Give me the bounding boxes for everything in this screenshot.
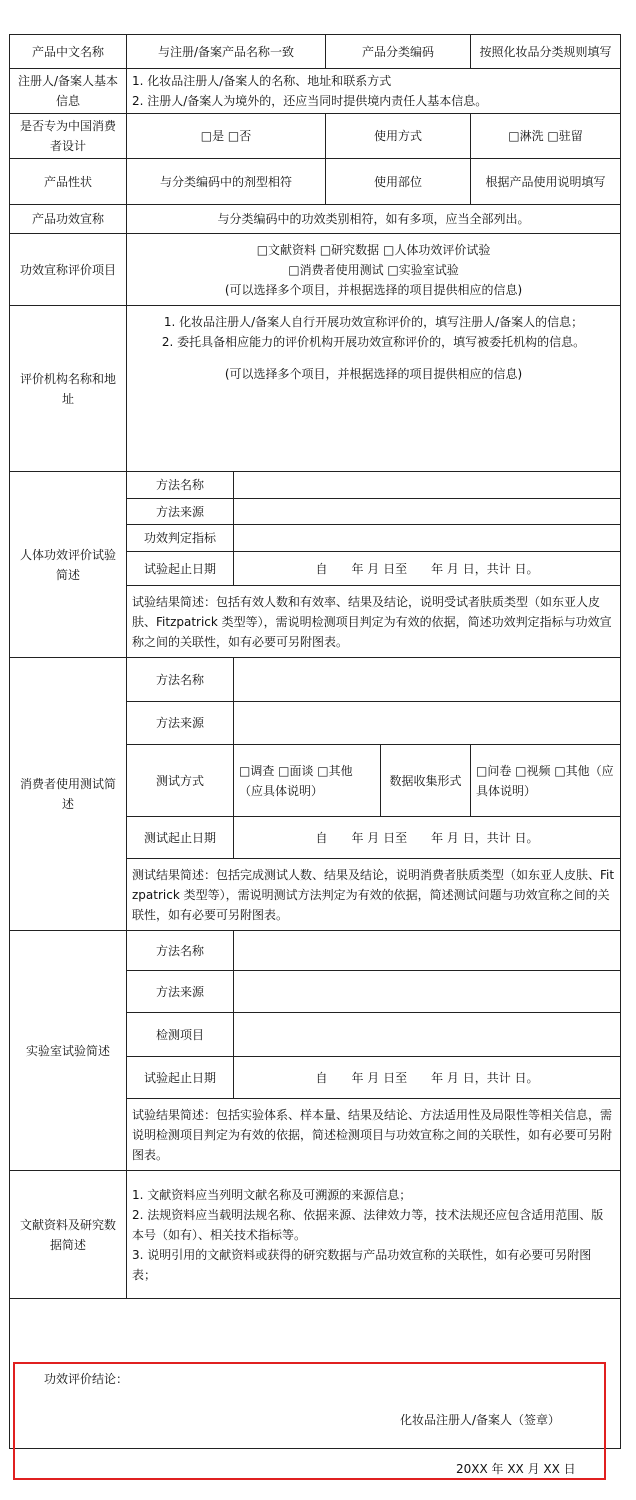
label-category-code: 产品分类编码: [326, 35, 471, 69]
literature-line-3: 3. 说明引用的文献资料或获得的研究数据与产品功效宣称的关联性，如有必要可另附图表；: [132, 1247, 592, 1282]
label-efficacy-claim: 产品功效宣称: [10, 205, 127, 234]
value-china-design: □是 □否: [127, 114, 326, 159]
label-lab-test: 实验室试验简述: [10, 931, 127, 1171]
label-evaluation-org: 评价机构名称和地址: [10, 306, 127, 472]
lab-method-source-label: 方法来源: [127, 971, 234, 1013]
signature-date: 20XX 年 XX 月 XX 日: [456, 1462, 576, 1476]
value-product-name: 与注册/备案产品名称一致: [127, 35, 326, 69]
consumer-collect-options: □问卷 □视频 □其他（应具体说明）: [471, 745, 621, 817]
evaluation-items-line-2: □消费者使用测试 □实验室试验: [288, 262, 459, 277]
consumer-date-value: 自 年 月 日至 年 月 日，共计 日。: [234, 817, 621, 859]
consumer-collect-label: 数据收集形式: [381, 745, 471, 817]
human-indicator-value: [234, 525, 621, 552]
evaluation-org-line-1: 1. 化妆品注册人/备案人自行开展功效宣称评价的，填写注册人/备案人的信息；: [163, 315, 584, 329]
label-human-test: 人体功效评价试验简述: [10, 472, 127, 658]
label-usage-area: 使用部位: [326, 159, 471, 205]
label-evaluation-items: 功效宣称评价项目: [10, 234, 127, 306]
human-method-name-label: 方法名称: [127, 472, 234, 499]
lab-summary: 试验结果简述：包括实验体系、样本量、结果及结论、方法适用性及局限性等相关信息，需说明检测项目判定为有效的依据，简述检测项目与功效宣称之间的关联性，如有必要可另附图表。: [127, 1099, 621, 1171]
consumer-method-source-value: [234, 702, 621, 745]
consumer-mode-options: □调查 □面谈 □其他（应具体说明）: [234, 745, 381, 817]
value-usage-mode: □淋洗 □驻留: [471, 114, 621, 159]
literature-content: [127, 1171, 621, 1299]
evaluation-org-line-3: (可以选择多个项目，并根据选择的项目提供相应的信息): [224, 367, 523, 381]
efficacy-evaluation-form: [9, 34, 621, 1449]
registrant-line-1: 1. 化妆品注册人/备案人的名称、地址和联系方式: [132, 74, 392, 88]
value-registrant-info: [127, 69, 621, 114]
consumer-summary: 测试结果简述：包括完成测试人数、结果及结论，说明消费者肤质类型（如东亚人皮肤、Fitzpatrick 类型等），需说明测试方法判定为有效的依据，简述测试问题与功效宣称之间的关联性，如有必要可另附图表。: [127, 859, 621, 931]
lab-items-value: [234, 1013, 621, 1057]
human-method-name-value: [234, 472, 621, 499]
human-date-label: 试验起止日期: [127, 552, 234, 586]
value-category-code: 按照化妆品分类规则填写: [471, 35, 621, 69]
value-usage-area: 根据产品使用说明填写: [471, 159, 621, 205]
consumer-method-source-label: 方法来源: [127, 702, 234, 745]
label-china-design: 是否专为中国消费者设计: [10, 114, 127, 159]
human-method-source-value: [234, 499, 621, 525]
signature-line: 化妆品注册人/备案人（签章）: [400, 1413, 561, 1427]
registrant-line-2: 2. 注册人/备案人为境外的，还应当同时提供境内责任人基本信息。: [132, 94, 488, 108]
human-indicator-label: 功效判定指标: [127, 525, 234, 552]
lab-method-name-label: 方法名称: [127, 931, 234, 971]
label-product-form: 产品性状: [10, 159, 127, 205]
human-summary: 试验结果简述：包括有效人数和有效率、结果及结论，说明受试者肤质类型（如东亚人皮肤、Fitzpatrick 类型等），需说明检测项目判定为有效的依据，简述功效判定指标与功效宣称之间的关联性，如有必要可另附图表。: [127, 586, 621, 658]
label-literature: 文献资料及研究数据简述: [10, 1171, 127, 1299]
lab-items-label: 检测项目: [127, 1013, 234, 1057]
lab-date-value: 自 年 月 日至 年 月 日，共计 日。: [234, 1057, 621, 1099]
evaluation-org-line-2: 2. 委托具备相应能力的评价机构开展功效宣称评价的，填写被委托机构的信息。: [161, 335, 586, 349]
consumer-method-name-label: 方法名称: [127, 658, 234, 702]
value-product-form: 与分类编码中的剂型相符: [127, 159, 326, 205]
lab-method-source-value: [234, 971, 621, 1013]
conclusion-label: 功效评价结论：: [44, 1372, 129, 1386]
evaluation-items-line-3: (可以选择多个项目，并根据选择的项目提供相应的信息): [224, 282, 523, 297]
value-evaluation-items: [127, 234, 621, 306]
literature-line-2: 2. 法规资料应当载明法规名称、依据来源、法律效力等，技术法规还应包含适用范围、版本号（如有）、相关技术指标等。: [132, 1207, 604, 1242]
consumer-method-name-value: [234, 658, 621, 702]
label-consumer-test: 消费者使用测试简述: [10, 658, 127, 931]
label-registrant-info: 注册人/备案人基本信息: [10, 69, 127, 114]
literature-line-1: 1. 文献资料应当列明文献名称及可溯源的来源信息；: [132, 1187, 412, 1202]
value-efficacy-claim: 与分类编码中的功效类别相符，如有多项，应当全部列出。: [127, 205, 621, 234]
human-method-source-label: 方法来源: [127, 499, 234, 525]
label-product-name: 产品中文名称: [10, 35, 127, 69]
lab-date-label: 试验起止日期: [127, 1057, 234, 1099]
consumer-date-label: 测试起止日期: [127, 817, 234, 859]
label-usage-mode: 使用方式: [326, 114, 471, 159]
lab-method-name-value: [234, 931, 621, 971]
consumer-mode-label: 测试方式: [127, 745, 234, 817]
value-evaluation-org: [127, 306, 621, 472]
human-date-value: 自 年 月 日至 年 月 日，共计 日。: [234, 552, 621, 586]
evaluation-items-line-1: □文献资料 □研究数据 □人体功效评价试验: [256, 242, 491, 257]
